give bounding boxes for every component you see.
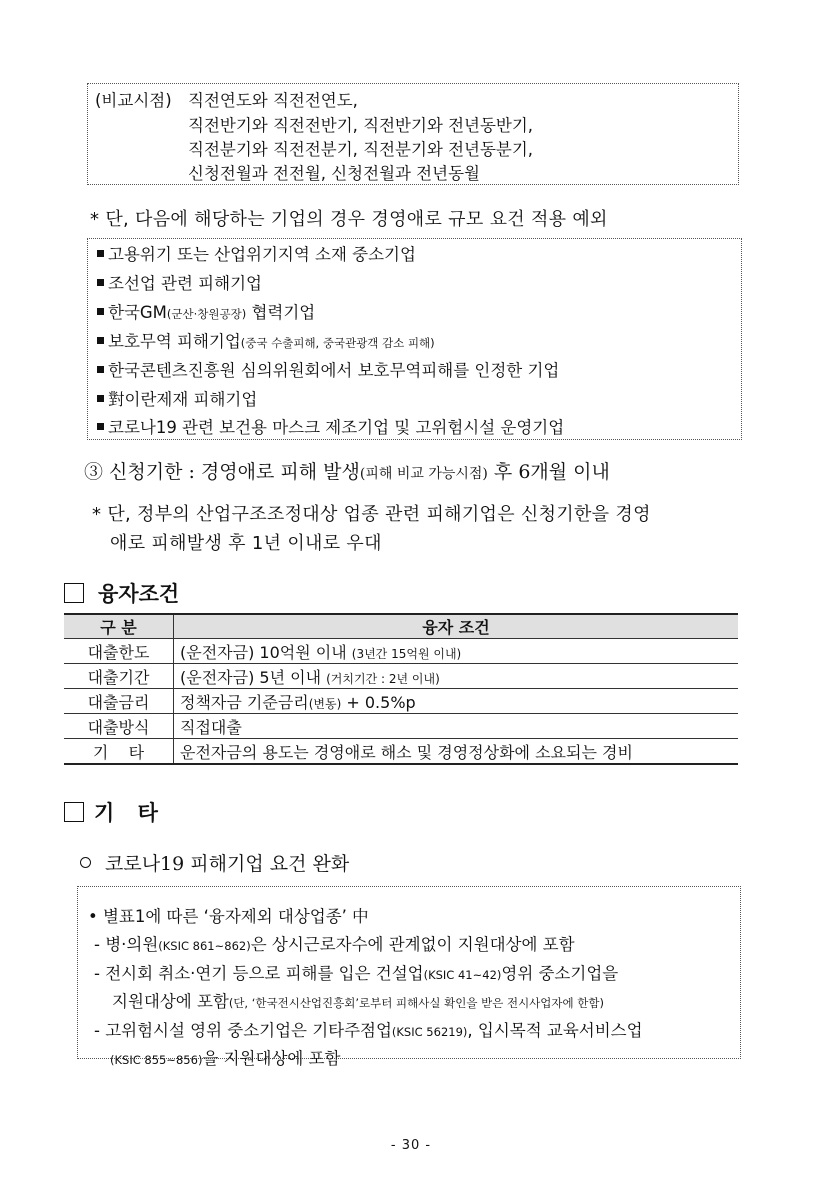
- exception-item: [97, 328, 435, 352]
- application-deadline: [84, 457, 610, 484]
- exception-text: 對이란제재 피해기업: [108, 390, 258, 409]
- covid-line: - 고위험시설 영위 중소기업은 기타주점업(KSIC 56219), 입시목적 교육서비스업: [94, 1021, 643, 1040]
- comparison-line: 직전반기와 직전전반기, 직전반기와 전년동반기,: [188, 116, 534, 135]
- checkbox-square-icon: [64, 583, 84, 603]
- comparison-line: 직전분기와 직전전분기, 직전분기와 전년동분기,: [188, 140, 534, 159]
- square-bullet-icon: [97, 423, 104, 430]
- exception-text: 한국GM: [108, 303, 167, 322]
- row-value: (운전자금) 10억원 이내 (3년간 15억원 이내): [174, 639, 739, 664]
- row-label: 대출방식: [64, 714, 174, 739]
- table-row: [64, 739, 738, 765]
- deadline-note-line: * 단, 정부의 산업구조조정대상 업종 관련 피해기업은 신청기한을 경영: [92, 504, 651, 525]
- exception-text: 한국콘텐츠진흥원 심의위원회에서 보호무역피해를 인정한 기업: [108, 361, 560, 380]
- row-value: 운전자금의 용도는 경영애로 해소 및 경영정상화에 소요되는 경비: [174, 739, 739, 765]
- row-value: 직접대출: [174, 714, 739, 739]
- table-header: 구 분: [64, 614, 174, 639]
- exception-text: 보호무역 피해기업: [108, 332, 241, 351]
- table-row: [64, 714, 738, 739]
- loan-conditions-table: [64, 613, 738, 765]
- checkbox-square-icon: [64, 802, 84, 822]
- covid-line: 지원대상에 포함(단, ‘한국전시산업진흥회’로부터 피해사실 확인을 받은 전시사업자에 한함): [112, 992, 604, 1011]
- comparison-line: 신청전월과 전전월, 신청전월과 전년동월: [188, 164, 480, 183]
- exception-tail: 협력기업: [246, 303, 316, 322]
- row-label: 대출한도: [64, 639, 174, 664]
- square-bullet-icon: [97, 337, 104, 344]
- section-heading-other: [64, 797, 166, 827]
- exception-item: [97, 386, 257, 410]
- exception-item: [97, 299, 315, 323]
- deadline-main: ③ 신청기한 : 경영애로 피해 발생: [84, 461, 360, 483]
- exception-note-small: (중국 수출피해, 중국관광객 감소 피해): [240, 336, 435, 350]
- table-row: [64, 689, 738, 714]
- square-bullet-icon: [97, 366, 104, 373]
- table-header: 융자 조건: [174, 614, 739, 639]
- exception-item: [97, 270, 262, 294]
- deadline-note-line: 애로 피해발생 후 1년 이내로 우대: [110, 533, 382, 554]
- exception-text: 고용위기 또는 산업위기지역 소재 중소기업: [108, 245, 416, 264]
- row-label: 기 타: [64, 739, 174, 765]
- table-row: [64, 664, 738, 689]
- exception-item: [97, 241, 416, 265]
- square-bullet-icon: [97, 308, 104, 315]
- section-title: 기 타: [94, 800, 166, 825]
- row-label: 대출금리: [64, 689, 174, 714]
- exception-note: * 단, 다음에 해당하는 기업의 경우 경영애로 규모 요건 적용 예외: [90, 209, 608, 230]
- row-value: (운전자금) 5년 이내 (거치기간 : 2년 이내): [174, 664, 739, 689]
- deadline-tail: 후 6개월 이내: [487, 461, 610, 483]
- square-bullet-icon: [97, 279, 104, 286]
- covid-line: - 전시회 취소·연기 등으로 피해를 입은 건설업(KSIC 41~42)영위 중소기업을: [94, 964, 619, 983]
- table-header-row: [64, 614, 738, 639]
- square-bullet-icon: [97, 395, 104, 402]
- exception-item: [97, 357, 559, 381]
- covid-heading: [80, 849, 349, 876]
- exception-text: 조선업 관련 피해기업: [108, 274, 262, 293]
- exception-text: 코로나19 관련 보건용 마스크 제조기업 및 고위험시설 운영기업: [108, 418, 565, 437]
- section-heading-loan: [64, 578, 179, 608]
- covid-line: - 병·의원(KSIC 861~862)은 상시근로자수에 관계없이 지원대상에 포함: [94, 935, 575, 954]
- table-row: [64, 639, 738, 664]
- row-value: 정책자금 기준금리(변동) + 0.5%p: [174, 689, 739, 714]
- deadline-small: (피해 비교 가능시점): [359, 466, 488, 482]
- comparison-line: 직전연도와 직전전연도,: [188, 91, 358, 110]
- comparison-label: (비교시점): [95, 91, 172, 110]
- covid-line: • 별표1에 따른 ‘융자제외 대상업종’ 中: [88, 907, 369, 926]
- exception-item: [97, 414, 564, 438]
- circle-bullet-icon: [80, 857, 91, 868]
- square-bullet-icon: [97, 250, 104, 257]
- section-title: 융자조건: [98, 581, 180, 606]
- covid-line: (KSIC 855~856)을 지원대상에 포함: [110, 1049, 341, 1068]
- exception-note-small: (군산·창원공장): [166, 307, 247, 321]
- page-number: - 30 -: [390, 1138, 432, 1153]
- row-label: 대출기간: [64, 664, 174, 689]
- covid-heading-text: 코로나19 피해기업 요건 완화: [105, 853, 350, 875]
